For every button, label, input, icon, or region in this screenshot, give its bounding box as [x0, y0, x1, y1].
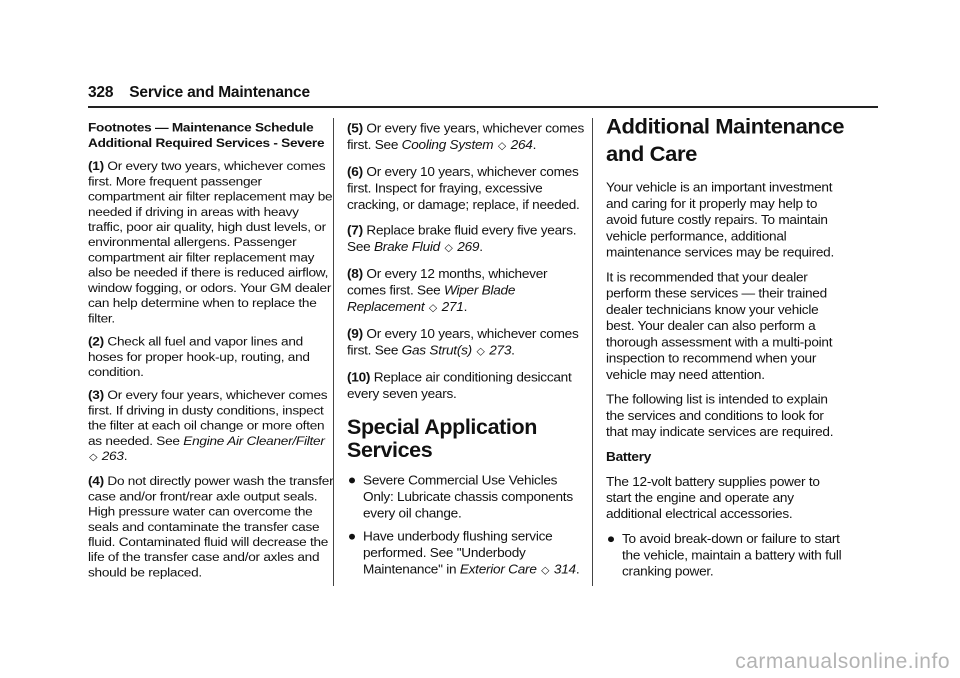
- list-item-text: Have underbody flushing service performed. See "Underbody Maintenance" in: [363, 528, 553, 577]
- page-number: 328: [88, 84, 114, 101]
- page-header: [88, 84, 878, 102]
- footnote-3: (3) Or every four years, whichever comes first. If driving in dusty conditions, inspect the filter at each oil change or more often as needed. See Engine Air Cleaner/Filter ◇ 263.: [88, 388, 328, 463]
- footnote-text: Do not directly power wash the transfer case and/or front/rear axle output seals. High pressure water can overcome the seals and contaminate the transfer case fluid. Contaminated fluid will decrease the life of the transfer case and/or axles and should be replaced.: [88, 474, 334, 580]
- footnote-number: (7): [347, 222, 363, 238]
- reference-arrow-icon: ◇: [476, 345, 485, 358]
- footnote-number: (4): [88, 474, 104, 488]
- section-heading: Special Application Services: [347, 415, 537, 463]
- footnote-10: [347, 369, 587, 402]
- watermark: carmanualsonline.info: [735, 650, 950, 673]
- footnote-number: (10): [347, 370, 371, 385]
- column-middle: [347, 120, 587, 588]
- reference-page[interactable]: 263: [101, 449, 124, 463]
- column-divider: [333, 118, 334, 586]
- footnote-6: [347, 164, 587, 213]
- footnote-text: Check all fuel and vapor lines and hoses for proper hook-up, routing, and condition.: [88, 334, 310, 379]
- reference-page[interactable]: 269: [457, 239, 480, 254]
- footnote-text: Or every four years, whichever comes first. If driving in dusty conditions, inspect the filter at each oil change or more often as needed. See: [88, 388, 328, 448]
- paragraph: It is recommended that your dealer perform these services — their trained dealer technicians know your vehicle best. Your dealer can also perform a thorough assessment with a multi-point inspection to recommend when your vehicle may need attention.: [606, 269, 833, 382]
- footnote-number: (8): [347, 266, 363, 281]
- footnote-5: (5) Or every five years, whichever comes first. See Cooling System ◇ 264.: [347, 120, 585, 152]
- footnote-9: (9) Or every 10 years, whichever comes first. See Gas Strut(s) ◇ 273.: [347, 326, 579, 358]
- reference-page[interactable]: 314: [553, 561, 576, 577]
- footnote-text: Or every five years, whichever comes first. See: [347, 120, 585, 152]
- footnote-number: (6): [347, 164, 363, 180]
- footnote-number: (3): [88, 388, 104, 402]
- list-item: Have underbody flushing service performed. See "Underbody Maintenance" in Exterior Care ◇ 314.: [347, 528, 587, 579]
- footnote-2: [88, 334, 336, 380]
- list-item: [347, 472, 587, 521]
- reference-arrow-icon: ◇: [89, 452, 98, 463]
- reference-link-title[interactable]: Brake Fluid: [373, 239, 440, 254]
- main-heading: Additional Maintenance and Care: [606, 114, 845, 166]
- list-item-text: Severe Commercial Use Vehicles Only: Lubricate chassis components every oil change.: [363, 472, 573, 521]
- reference-link-title[interactable]: Engine Air Cleaner/Filter: [183, 434, 325, 448]
- subheading: Battery: [606, 449, 652, 464]
- footnote-text: Or every 10 years, whichever comes first. Inspect for fraying, excessive cracking, or damage; replace, if needed.: [347, 164, 580, 213]
- reference-arrow-icon: ◇: [497, 140, 507, 152]
- footnote-number: (2): [88, 334, 104, 349]
- column-left: [88, 120, 336, 588]
- reference-page[interactable]: 271: [441, 299, 464, 314]
- paragraph: Your vehicle is an important investment and caring for it properly may help to avoid future costly repairs. To maintain vehicle performance, additional maintenance services may be required.: [606, 180, 835, 260]
- footnote-heading: [88, 120, 336, 150]
- footnote-8: (8) Or every 12 months, whichever comes first. See Wiper Blade Replacement ◇ 271.: [347, 266, 548, 314]
- footnote-text: Replace air conditioning desiccant every seven years.: [347, 370, 572, 402]
- footnote-heading-line-2: Additional Required Services - Severe: [88, 136, 325, 150]
- footnote-4: [88, 474, 336, 581]
- header-divider: [88, 106, 878, 108]
- footnote-number: (1): [88, 159, 104, 173]
- column-divider: [592, 118, 593, 586]
- list-item-text: To avoid break-down or failure to start the vehicle, maintain a battery with full cranking power.: [622, 531, 842, 579]
- reference-link-title[interactable]: Gas Strut(s): [401, 342, 472, 358]
- bullet-list: [347, 472, 587, 580]
- bullet-list: [606, 531, 846, 580]
- footnote-1: [88, 158, 336, 325]
- footnote-number: (9): [347, 326, 363, 341]
- footnote-number: (5): [347, 120, 363, 136]
- footnote-7: (7) Replace brake fluid every five years. See Brake Fluid ◇ 269.: [347, 222, 577, 254]
- reference-link-title[interactable]: Cooling System: [401, 137, 494, 152]
- reference-arrow-icon: ◇: [444, 242, 453, 254]
- footnote-text: Or every 12 months, whichever comes first. See: [347, 266, 548, 298]
- footnote-text: Replace brake fluid every five years. See: [347, 222, 577, 254]
- reference-page[interactable]: 264: [510, 137, 533, 152]
- list-item: [606, 531, 846, 580]
- footnote-text: Or every 10 years, whichever comes first. See: [347, 326, 579, 358]
- paragraph: The 12-volt battery supplies power to start the engine and operate any additional electrical accessories.: [606, 474, 820, 522]
- paragraph: The following list is intended to explain the services and conditions to look for that may indicate services are required.: [606, 392, 834, 439]
- reference-page[interactable]: 273: [489, 342, 512, 358]
- column-right: [606, 114, 846, 588]
- footnote-heading-line-1: Footnotes — Maintenance Schedule: [88, 120, 314, 135]
- footnote-text: Or every two years, whichever comes first. More frequent passenger compartment air filter replacement may be needed if driving in areas with heavy traffic, poor air quality, high dust levels, or environmental allergens. Passenger compartment air filter replacement may also be needed if there is reduced airflow, window fogging, or odors. Your GM dealer can help determine when to replace the filter.: [88, 159, 333, 325]
- reference-link-title[interactable]: Wiper Blade Replacement: [347, 282, 516, 314]
- reference-link-title[interactable]: Exterior Care: [459, 561, 537, 577]
- reference-arrow-icon: ◇: [428, 302, 438, 314]
- section-title: Service and Maintenance: [129, 84, 310, 101]
- reference-arrow-icon: ◇: [541, 564, 550, 577]
